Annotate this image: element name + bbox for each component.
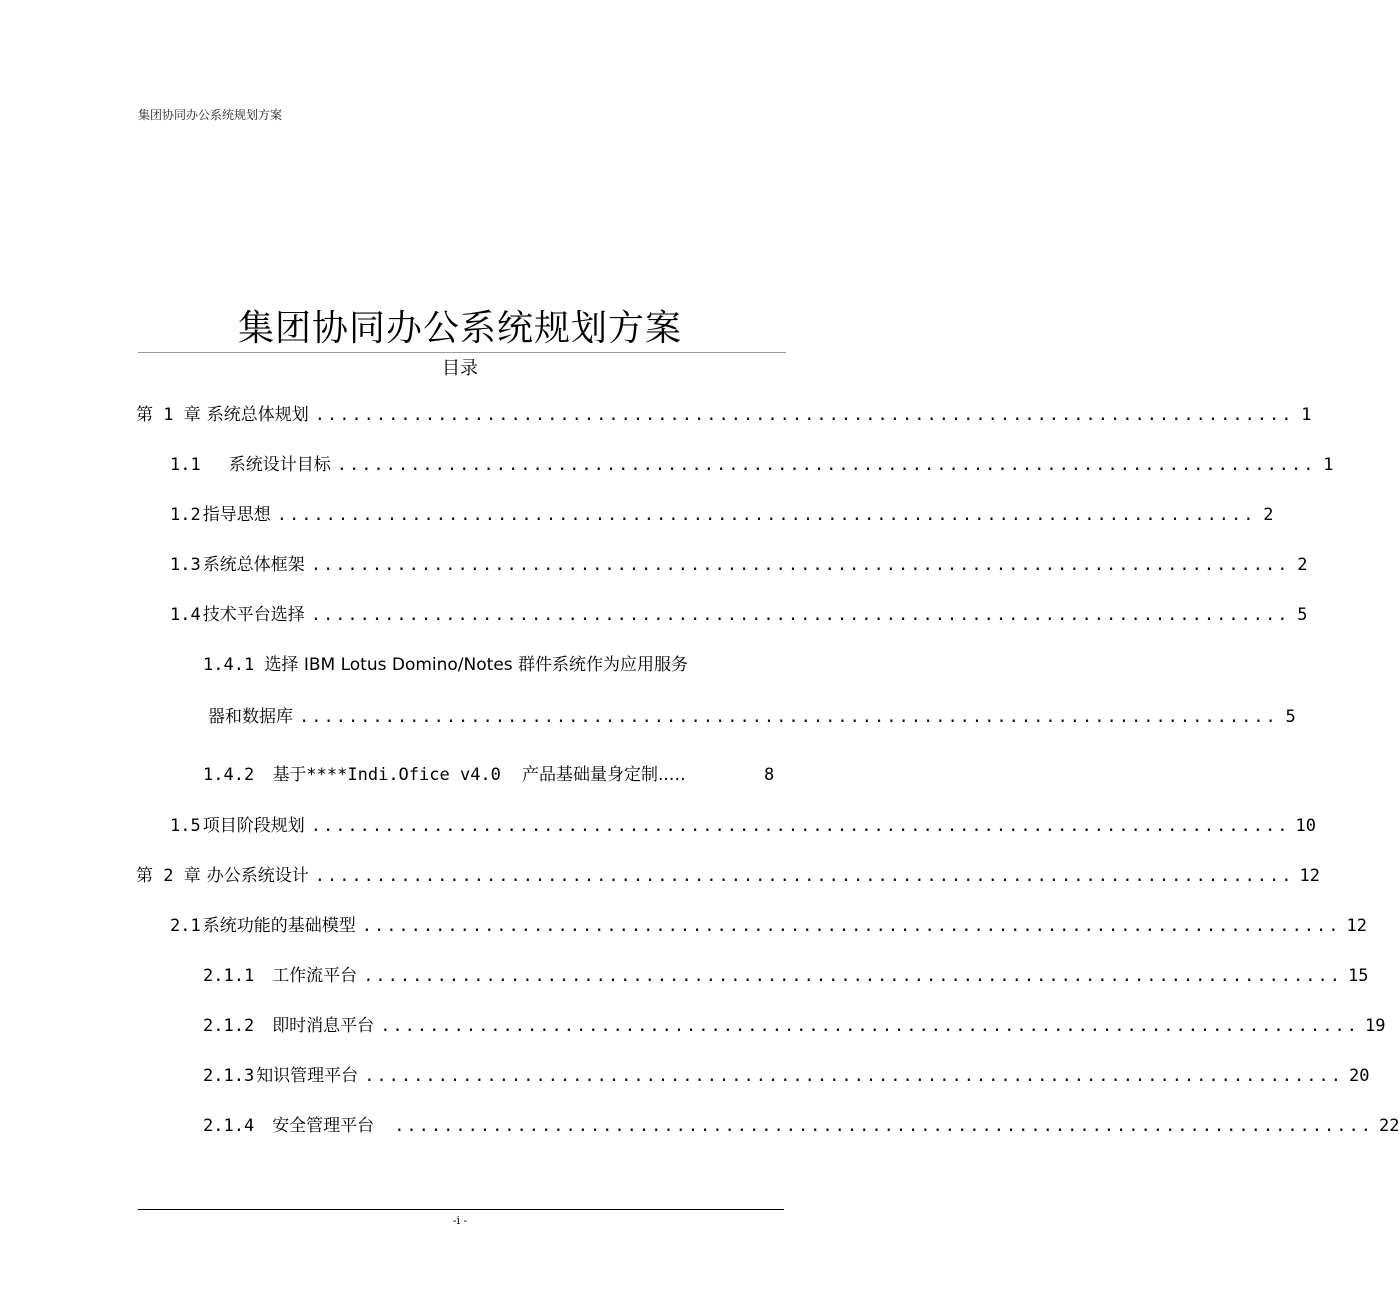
toc-entry-title: 系统设计目标: [228, 455, 331, 475]
toc-entry-1-4-1[interactable]: [203, 652, 688, 678]
toc-entry-2-1-2[interactable]: [203, 1013, 1386, 1039]
toc-entry-number: 1.3: [170, 555, 201, 575]
toc-entry-title-continued: 器和数据库: [208, 707, 293, 727]
toc-entry-page: 2: [1263, 505, 1274, 525]
toc-entry-title: 项目阶段规划: [202, 816, 305, 836]
toc-entry-1-2[interactable]: [170, 502, 1274, 528]
toc-leader-dots: ................................................................................: [310, 816, 1290, 836]
toc-entry-number: 2.1.3: [203, 1066, 255, 1086]
toc-entry-chapter-1[interactable]: [136, 402, 1312, 428]
toc-entry-number: 1.4.1: [203, 655, 255, 675]
toc-entry-number: 1.4: [170, 605, 201, 625]
toc-entry-2-1-4[interactable]: [203, 1113, 1399, 1139]
toc-entry-number: 2.1: [170, 916, 201, 936]
toc-entry-page: 1: [1323, 455, 1334, 475]
toc-entry-page: 8: [764, 765, 775, 785]
toc-entry-number: 1.2: [170, 505, 201, 525]
toc-entry-2-1[interactable]: [170, 913, 1367, 939]
toc-entry-1-4[interactable]: [170, 602, 1308, 628]
toc-entry-title: 办公系统设计: [206, 866, 309, 886]
toc-entry-1-3[interactable]: [170, 552, 1308, 578]
toc-entry-1-4-1-continued[interactable]: [208, 704, 1296, 730]
title-divider: [138, 352, 786, 353]
toc-entry-title: 系统总体框架: [202, 555, 305, 575]
page-number: -i -: [452, 1214, 468, 1227]
document-title: 集团协同办公系统规划方案: [237, 308, 682, 349]
toc-leader-dots: ................................................................................: [310, 605, 1290, 625]
toc-entry-page: 1: [1301, 405, 1312, 425]
toc-entry-page: 5: [1285, 707, 1296, 727]
toc-entry-number: 第 1 章: [136, 405, 201, 425]
toc-entry-2-1-3[interactable]: [203, 1063, 1370, 1089]
toc-entry-title: 选择 IBM Lotus Domino/Notes 群件系统作为应用服务: [264, 655, 689, 675]
toc-entry-number: 2.1.4: [203, 1116, 255, 1136]
toc-heading: 目录: [442, 358, 478, 379]
toc-entry-page: 10: [1295, 816, 1316, 836]
footer-divider: [138, 1209, 784, 1210]
toc-entry-chapter-2[interactable]: [136, 863, 1320, 889]
toc-entry-number: 1.1: [170, 455, 201, 475]
toc-entry-1-4-2[interactable]: [203, 762, 501, 788]
toc-entry-page: 19: [1364, 1016, 1386, 1036]
toc-entry-number: 1.4.2: [203, 765, 255, 785]
toc-entry-number: 2.1.1: [203, 966, 255, 986]
toc-leader-dots: ................................................................................: [314, 405, 1294, 425]
toc-leader-dots: ................................................................................: [336, 455, 1316, 475]
toc-entry-title: 指导思想: [202, 505, 271, 525]
toc-leader-dots: ................................................................................: [364, 1066, 1343, 1086]
toc-entry-number: 第 2 章: [136, 866, 201, 886]
toc-entry-title: 工作流平台: [272, 966, 358, 986]
toc-leader-dots: ................................................................................: [314, 866, 1294, 886]
toc-entry-page: 20: [1348, 1066, 1370, 1086]
toc-entry-page: 12: [1346, 916, 1367, 936]
toc-entry-title: 系统功能的基础模型: [202, 916, 356, 936]
toc-entry-number: 2.1.2: [203, 1016, 255, 1036]
running-header: 集团协同办公系统规划方案: [138, 108, 283, 122]
toc-entry-title: 即时消息平台: [272, 1016, 375, 1036]
toc-entry-page: 22: [1378, 1116, 1399, 1136]
toc-leader-dots: ................................................................................: [276, 505, 1256, 525]
toc-entry-title: 基于****Indi.Ofice v4.0: [272, 765, 501, 785]
toc-entry-title: 系统总体规划: [206, 405, 309, 425]
toc-entry-2-1-1[interactable]: [203, 963, 1369, 989]
toc-entry-page: 15: [1347, 966, 1369, 986]
toc-entry-page: 5: [1297, 605, 1308, 625]
toc-leader-dots: ................................................................................: [380, 1016, 1359, 1036]
toc-entry-page: 2: [1297, 555, 1308, 575]
toc-leader-dots: ................................................................................: [394, 1116, 1373, 1136]
toc-entry-title: 技术平台选择: [202, 605, 305, 625]
toc-leader-dots: ................................................................................: [361, 916, 1341, 936]
toc-leader-dots: ................................................................................: [363, 966, 1342, 986]
toc-entry-page: 12: [1299, 866, 1320, 886]
toc-entry-number: 1.5: [170, 816, 201, 836]
toc-entry-title: 知识管理平台: [256, 1066, 359, 1086]
toc-entry-1-1[interactable]: [170, 452, 1334, 478]
toc-leader-dots: ................................................................................: [299, 707, 1278, 727]
toc-entry-title: 安全管理平台: [272, 1116, 375, 1136]
toc-leader-dots: ................................................................................: [310, 555, 1290, 575]
toc-entry-1-4-2-suffix: 产品基础量身定制..…: [522, 765, 686, 785]
toc-entry-1-5[interactable]: [170, 813, 1316, 839]
